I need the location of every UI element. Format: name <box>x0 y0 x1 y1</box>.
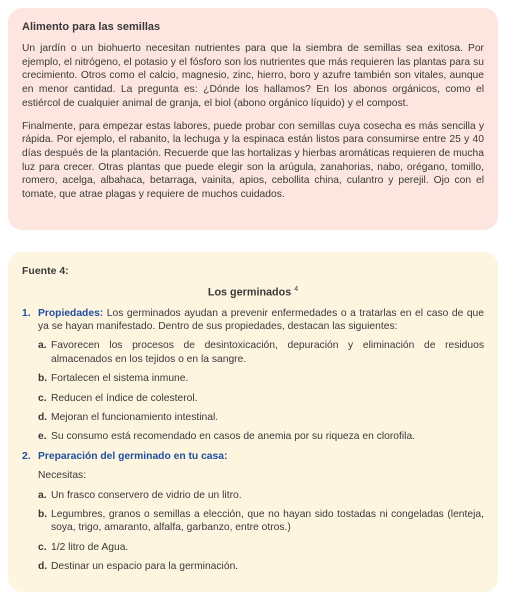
sub-letter: a. <box>38 489 47 501</box>
sub-text: Su consumo está recomendado en casos de anemia por su riqueza en clorofila. <box>51 431 416 443</box>
item-heading: Propiedades: <box>38 307 104 319</box>
sub-letter: a. <box>38 340 47 352</box>
info-box-seeds <box>8 8 498 230</box>
sub-letter: d. <box>38 412 48 424</box>
item-text: Los germinados ayudan a prevenir enfermedades o a tratarlas en el caso de que ya se hayan manifestado. Dentro de sus propiedades, destacan las siguientes: <box>38 307 484 332</box>
sub-text: Favorecen los procesos de desintoxicación, depuración y eliminación de residuos almacenados en los tejidos o en la sangre. <box>51 340 484 365</box>
footnote-mark: 4 <box>294 286 299 293</box>
sub-letter: c. <box>38 541 47 553</box>
title-text: Los germinados <box>207 286 292 299</box>
sub-letter: c. <box>38 392 47 404</box>
list-item-preparation <box>22 450 484 463</box>
sub-letter: e. <box>38 431 47 443</box>
sub-text: Fortalecen el sistema inmune. <box>51 373 189 385</box>
box-heading: Alimento para las semillas <box>22 21 161 33</box>
sub-item <box>38 372 484 385</box>
source-box-germinados <box>8 252 498 592</box>
sub-letter: b. <box>38 509 48 521</box>
sub-item <box>38 411 484 424</box>
item-heading: Preparación del germinado en tu casa: <box>38 450 228 462</box>
sub-text: 1/2 litro de Agua. <box>51 541 129 553</box>
sub-text: Un frasco conservero de vidrio de un litro. <box>51 489 242 501</box>
section-title <box>22 286 484 299</box>
item-number: 1. <box>22 307 31 319</box>
sub-text: Reducen el índice de colesterol. <box>51 392 198 404</box>
sub-item <box>38 489 484 502</box>
sub-text: Legumbres, granos o semillas a elección, que no hayan sido tostadas ni congeladas (lenteja, soya, trigo, amaranto, alfalfa, garbanzo, entre otros.) <box>51 509 484 534</box>
sub-item <box>38 339 484 366</box>
sub-item <box>38 508 484 535</box>
sub-letter: d. <box>38 561 48 573</box>
item-body <box>38 307 484 334</box>
sub-item <box>38 560 484 573</box>
needs-label: Necesitas: <box>38 470 87 482</box>
sub-item <box>38 392 484 405</box>
sub-item <box>38 541 484 554</box>
sub-item <box>38 430 484 443</box>
sub-text: Destinar un espacio para la germinación. <box>51 561 239 573</box>
source-label: Fuente 4: <box>22 265 69 277</box>
sub-letter: b. <box>38 373 48 385</box>
paragraph-nutrients: Un jardín o un biohuerto necesitan nutrientes para que la siembra de semillas sea exitosa. Por ejemplo, el nitrógeno, el potasio y el fósforo son los nutrientes que más requieren las plantas para su crecimiento. Otros como el calcio, magnesio, zinc, hierro, boro y azufre también son vitales, aunque en menor cantidad. La pregunta es: ¿Dónde los hallamos? En los abonos orgánicos, como el estiércol de cualquier animal de granja, el biol (abono orgánico líquido) y el compost. <box>22 43 484 109</box>
list-item-properties <box>22 307 484 334</box>
sub-text: Mejoran el funcionamiento intestinal. <box>51 412 219 424</box>
item-number: 2. <box>22 450 31 462</box>
paragraph-plants: Finalmente, para empezar estas labores, puede probar con semillas cuya cosecha es más sencilla y rápida. Por ejemplo, el rabanito, la lechuga y la espinaca están listos para consumirse entre 25 y 40 días después de la plantación. Recuerde que las hortalizas y hierbas aromáticas requieren de mucha luz para crecer. Otras plantas que puede elegir son la arúgula, zanahorias, nabo, orégano, tomillo, romero, acelga, albahaca, betarraga, vainita, apios, cebollita china, culantro y perejil. Ojo con el tomate, que atrae plagas y requiere de muchos cuidados. <box>22 120 484 201</box>
